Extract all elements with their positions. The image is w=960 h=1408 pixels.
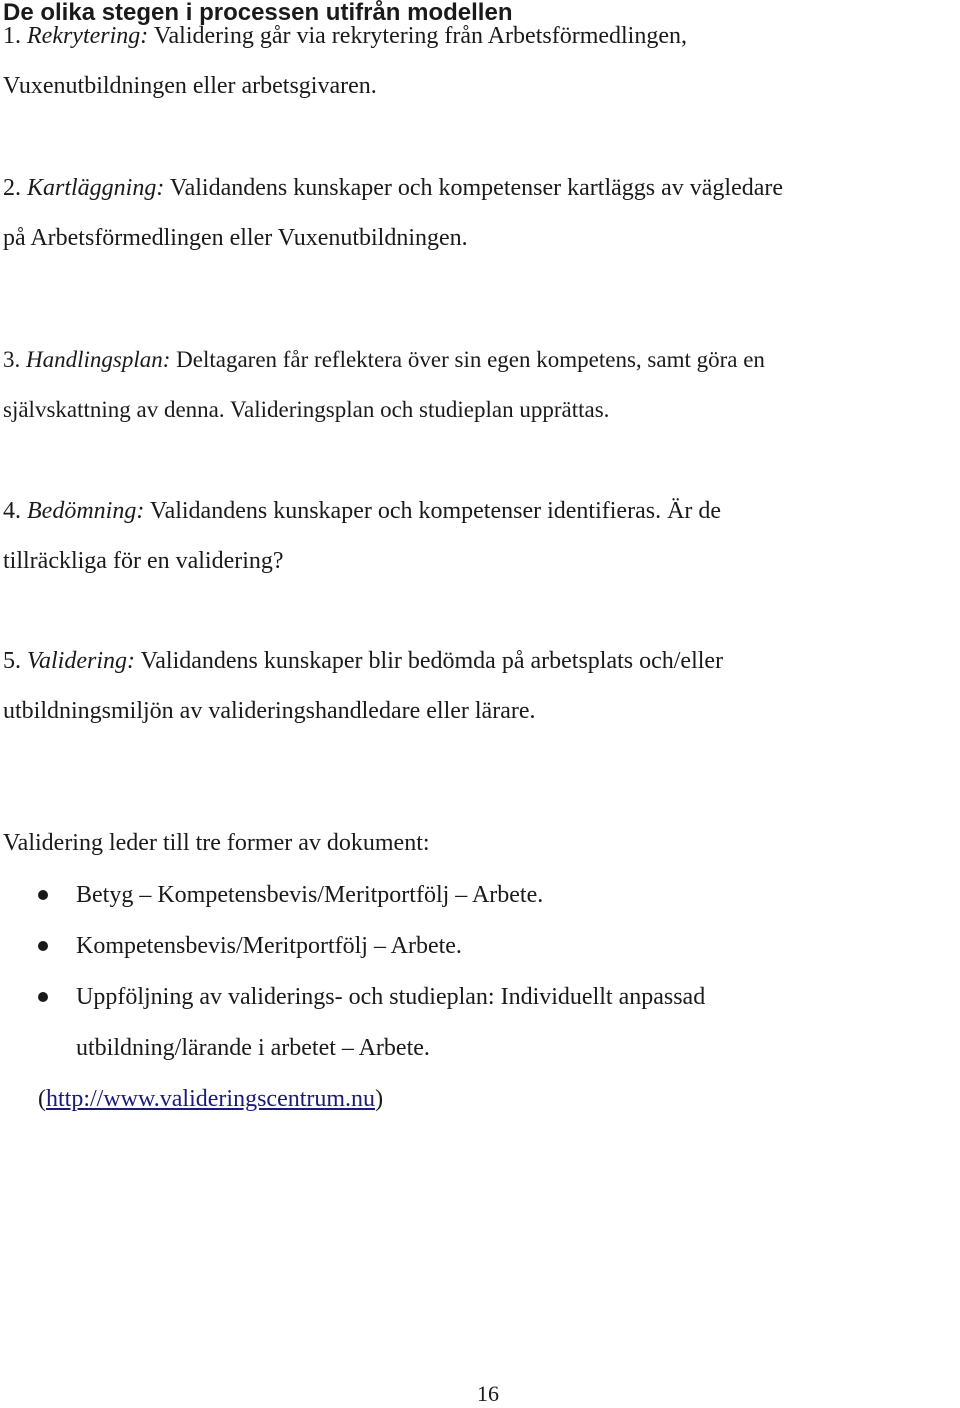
documents-intro: Validering leder till tre former av dokument:	[3, 830, 430, 856]
step-handlingsplan	[3, 335, 960, 435]
list-item	[0, 870, 960, 921]
step-number: 1.	[3, 23, 21, 49]
step-line-1	[3, 636, 960, 686]
source-link[interactable]: http://www.valideringscentrum.nu	[46, 1086, 376, 1112]
list-item-text: Betyg – Kompetensbevis/Meritportfölj – Arbete.	[76, 882, 544, 908]
step-text: Deltagaren får reflektera över sin egen kompetens, samt göra en	[176, 347, 765, 372]
step-term: Kartläggning:	[27, 175, 165, 201]
step-validering	[3, 636, 960, 736]
step-term: Bedömning:	[27, 498, 145, 524]
step-text: Validandens kunskaper blir bedömda på arbetsplats och/eller	[140, 648, 724, 674]
step-text: Validandens kunskaper och kompetenser kartläggs av vägledare	[169, 175, 784, 201]
step-text-continued: utbildningsmiljön av valideringshandledare eller lärare.	[3, 698, 536, 724]
step-text-continued: Vuxenutbildningen eller arbetsgivaren.	[3, 73, 377, 99]
step-term: Rekrytering:	[27, 23, 149, 49]
list-item	[0, 921, 960, 972]
list-item	[0, 972, 960, 1074]
step-bedomning	[3, 486, 960, 586]
source-citation	[38, 1074, 383, 1124]
step-line-1	[3, 11, 960, 61]
section-heading: De olika stegen i processen utifrån modellen	[3, 0, 513, 26]
step-kartlaggning	[3, 163, 960, 263]
step-term: Validering:	[27, 648, 135, 674]
step-text: Validering går via rekrytering från Arbetsförmedlingen,	[153, 23, 688, 49]
step-text-continued: tillräckliga för en validering?	[3, 548, 284, 574]
source-open-paren: (	[38, 1086, 46, 1112]
step-number: 5.	[3, 648, 21, 674]
step-line-1	[3, 486, 960, 536]
step-rekrytering	[3, 11, 960, 111]
step-number: 3.	[3, 347, 21, 372]
bullet-icon	[38, 890, 48, 900]
list-item-text-continued: utbildning/lärande i arbetet – Arbete.	[76, 1035, 430, 1061]
step-number: 2.	[3, 175, 21, 201]
list-item-text: Kompetensbevis/Meritportfölj – Arbete.	[76, 933, 462, 959]
step-term: Handlingsplan:	[26, 347, 171, 372]
step-text-continued: på Arbetsförmedlingen eller Vuxenutbildningen.	[3, 225, 468, 251]
step-number: 4.	[3, 498, 21, 524]
page-number: 16	[477, 1381, 499, 1406]
list-item-text: Uppföljning av validerings- och studieplan: Individuellt anpassad	[76, 984, 706, 1010]
documents-list	[0, 870, 960, 1074]
bullet-icon	[38, 941, 48, 951]
bullet-icon	[38, 992, 48, 1002]
step-text: Validandens kunskaper och kompetenser identifieras. Är de	[149, 498, 722, 524]
step-line-1	[3, 163, 960, 213]
step-text-continued: självskattning av denna. Valideringsplan och studieplan upprättas.	[3, 397, 610, 422]
source-close-paren: )	[375, 1086, 384, 1112]
step-line-1	[3, 335, 960, 385]
